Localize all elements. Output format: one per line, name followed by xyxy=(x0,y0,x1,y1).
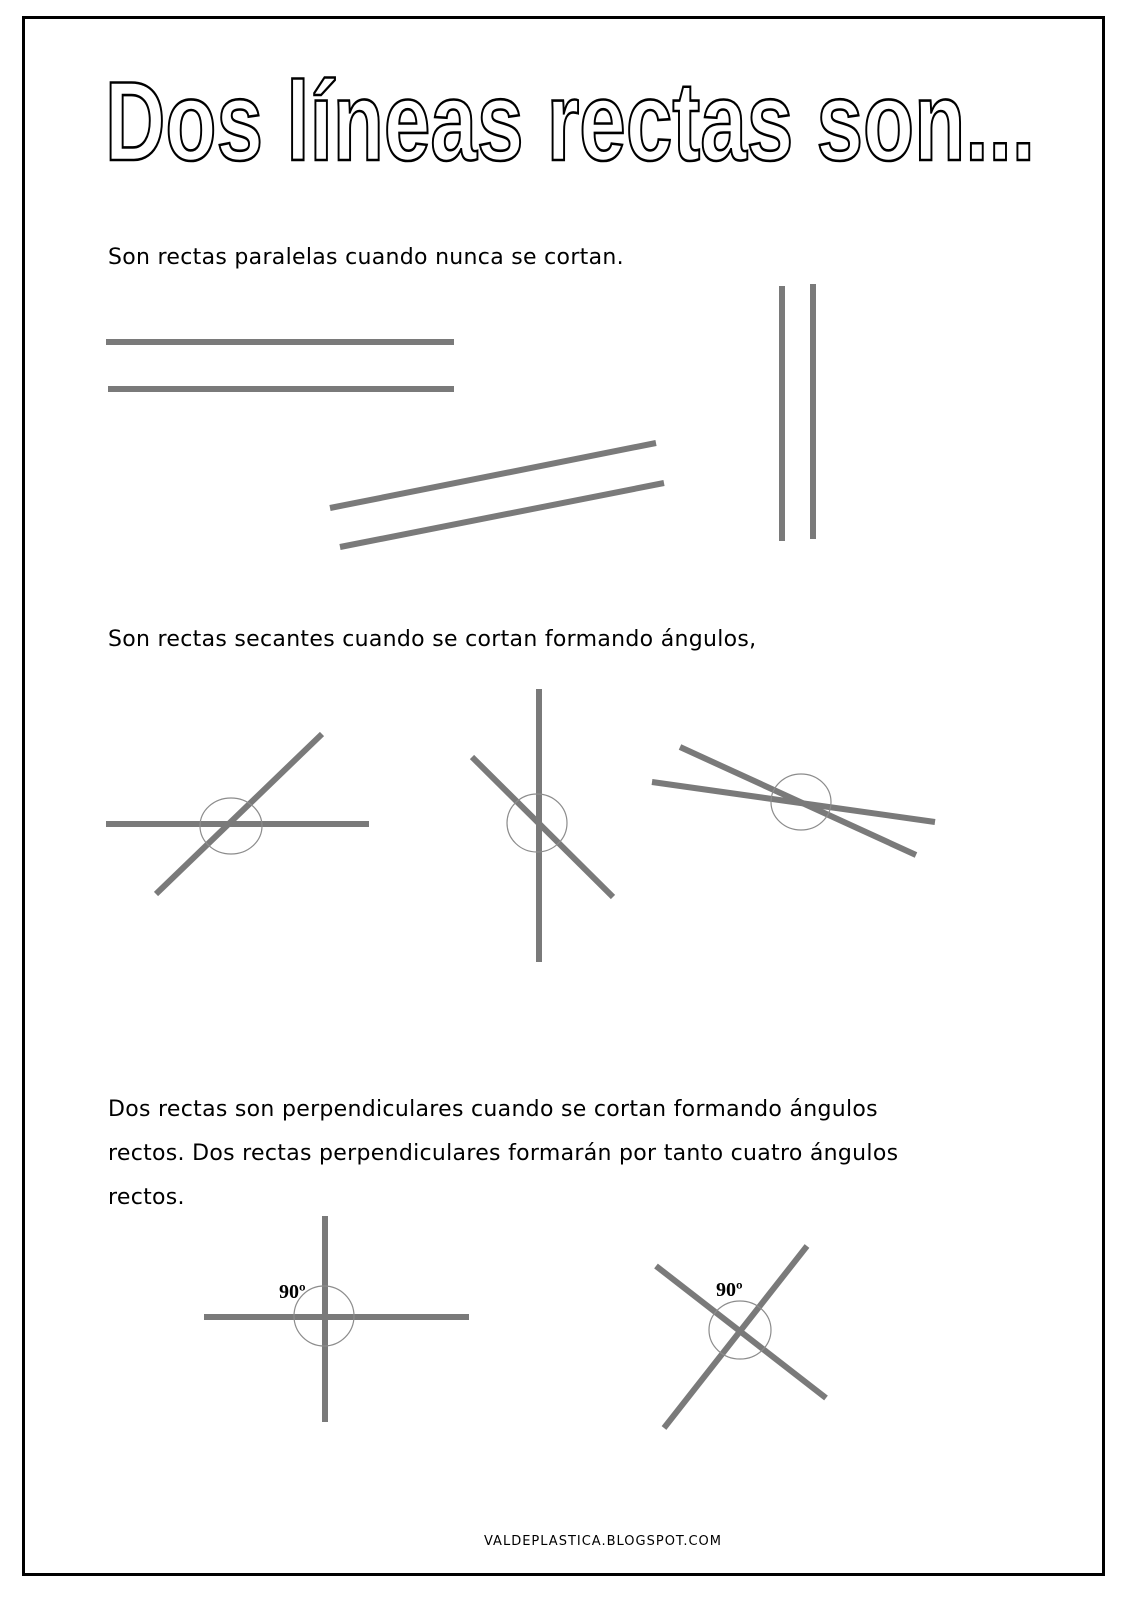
perpendicular-description-line-2: rectos. Dos rectas perpendiculares formarán por tanto cuatro ángulos xyxy=(108,1141,899,1166)
page-title-text: Dos líneas rectas son... xyxy=(105,59,1035,182)
perpendicular-pair-1 xyxy=(204,1216,469,1422)
secant-description: Son rectas secantes cuando se cortan formando ángulos, xyxy=(108,627,757,652)
angle-label-90: 90º xyxy=(279,1281,306,1303)
footer-blog-url: VALDEPLASTICA.BLOGSPOT.COM xyxy=(484,1534,722,1549)
perpendicular-description-line-3: rectos. xyxy=(108,1185,185,1210)
perpendicular-description-line-1: Dos rectas son perpendiculares cuando se cortan formando ángulos xyxy=(108,1097,878,1122)
angle-label-90: 90º xyxy=(716,1279,743,1301)
perpendicular-line-diagonal-2 xyxy=(664,1246,807,1428)
parallel-description: Son rectas paralelas cuando nunca se cortan. xyxy=(108,245,624,270)
perpendicular-pair-2 xyxy=(656,1246,826,1428)
